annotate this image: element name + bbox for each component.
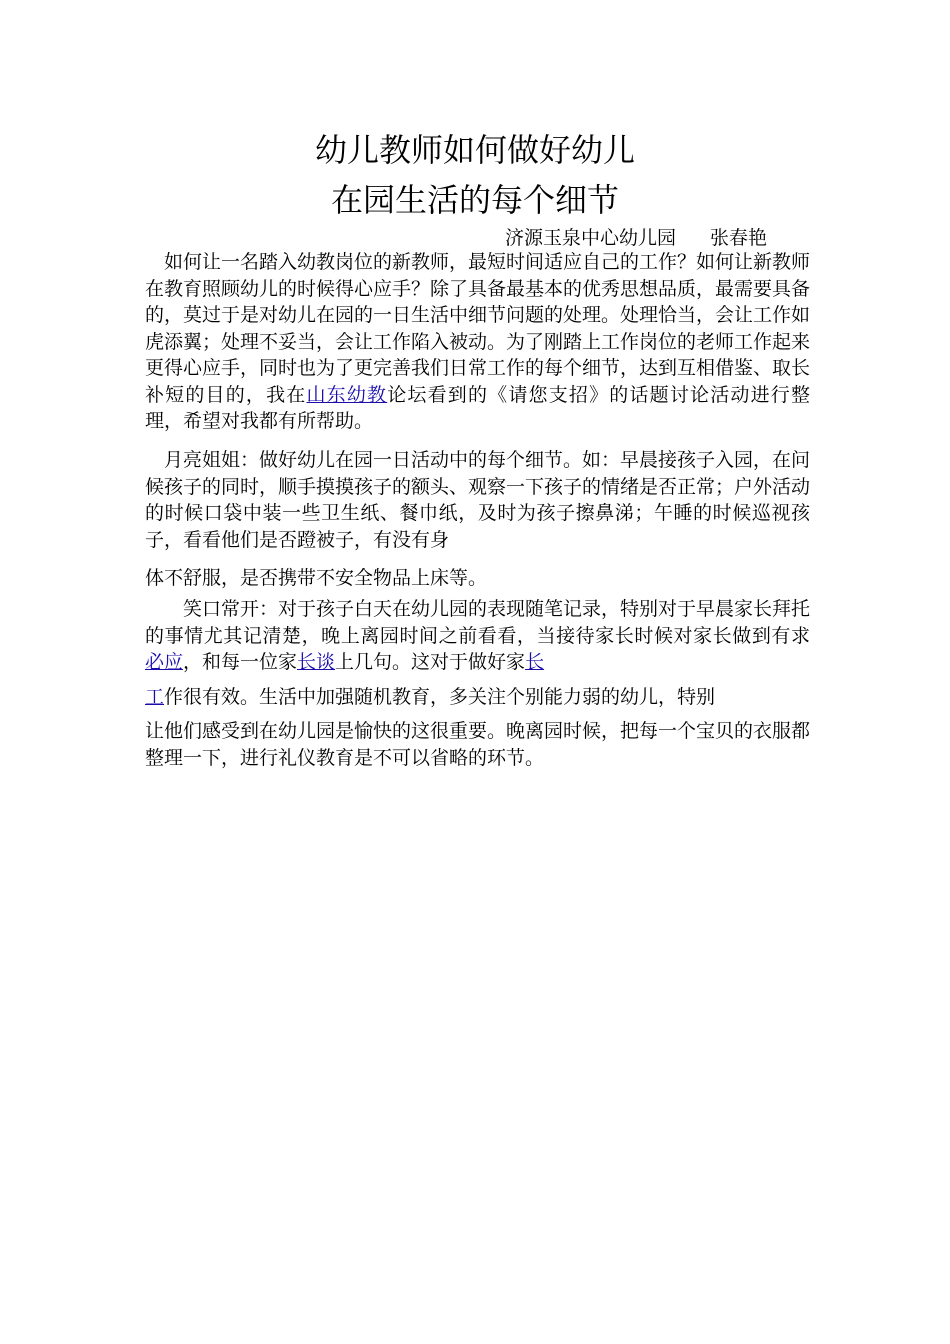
byline-author: 张春艳	[710, 227, 768, 249]
paragraph-moon-sister	[145, 447, 810, 592]
paragraph-smile-text-3: 上几句。这对于做好家	[335, 651, 526, 673]
paragraph-moon-sister-text: 月亮姐姐：做好幼儿在园一日活动中的每个细节。如：早晨接孩子入园，在问候孩子的同时，顺手摸摸孩子的额头、观察一下孩子的情绪是否正常；户外活动的时候口袋中装一些卫生纸、餐巾纸，及时为孩子擦鼻涕；午睡的时候巡视孩子，看看他们是否蹬被子，有没有身	[145, 449, 811, 551]
paragraph-intro-text-end: 论坛看到的《请您支招》的话题讨论活动进行整理，希望对我都有所帮助。	[145, 383, 810, 432]
link-shandong-preschool[interactable]: 山东幼教	[306, 383, 388, 406]
line-gap-2	[145, 710, 810, 718]
link-zhang-a[interactable]: 长	[525, 651, 545, 673]
title-line-2: 在园生活的每个细节	[330, 181, 619, 219]
paragraph-moon-sister-tail: 体不舒服，是否携带不安全物品上床等。	[145, 567, 488, 589]
paragraph-intro	[145, 249, 810, 435]
link-gong[interactable]: 工	[145, 685, 165, 708]
title-line-1: 幼儿教师如何做好幼儿	[314, 131, 635, 169]
paragraph-intro-text: 如何让一名踏入幼教岗位的新教师，最短时间适应自己的工作？如何让新教师在教育照顾幼儿的时候得心应手？除了具备最基本的优秀思想品质，最需要具备的，莫过于是对幼儿在园的一日生活中细节问题的处理。处理恰当，会让工作如虎添翼；处理不妥当，会让工作陷入被动。为了刚踏上工作岗位的老师工作起来更得心应手，同时也为了更完善我们日常工作的每个细节，达到互相借鉴、取长补短的目的，我在	[145, 251, 811, 406]
byline	[505, 224, 767, 252]
paragraph-smile	[145, 596, 810, 771]
paragraph-smile-text-1: 笑口常开：对于孩子白天在幼儿园的表现随笔记录，特别对于早晨家长拜托的事情尤其记清楚，晚上离园时间之前看看，当接待家长时候对家长做到有求	[145, 598, 811, 647]
line-gap	[145, 676, 810, 684]
paragraph-smile-text-4: 作很有效。生活中加强随机教育，多关注个别能力弱的幼儿，特别	[164, 685, 716, 708]
paragraph-smile-text-5: 让他们感受到在幼儿园是愉快的这很重要。晚离园时候，把每一个宝贝的衣服都整理一下，进行礼仪教育是不可以省略的环节。	[145, 720, 811, 769]
paragraph-smile-text-2: ，和每一位家	[183, 651, 298, 673]
byline-school: 济源玉泉中心幼儿园	[505, 227, 677, 249]
link-bi-ying[interactable]: 必应	[145, 651, 184, 673]
link-zhang-tan[interactable]: 长谈	[297, 651, 336, 673]
